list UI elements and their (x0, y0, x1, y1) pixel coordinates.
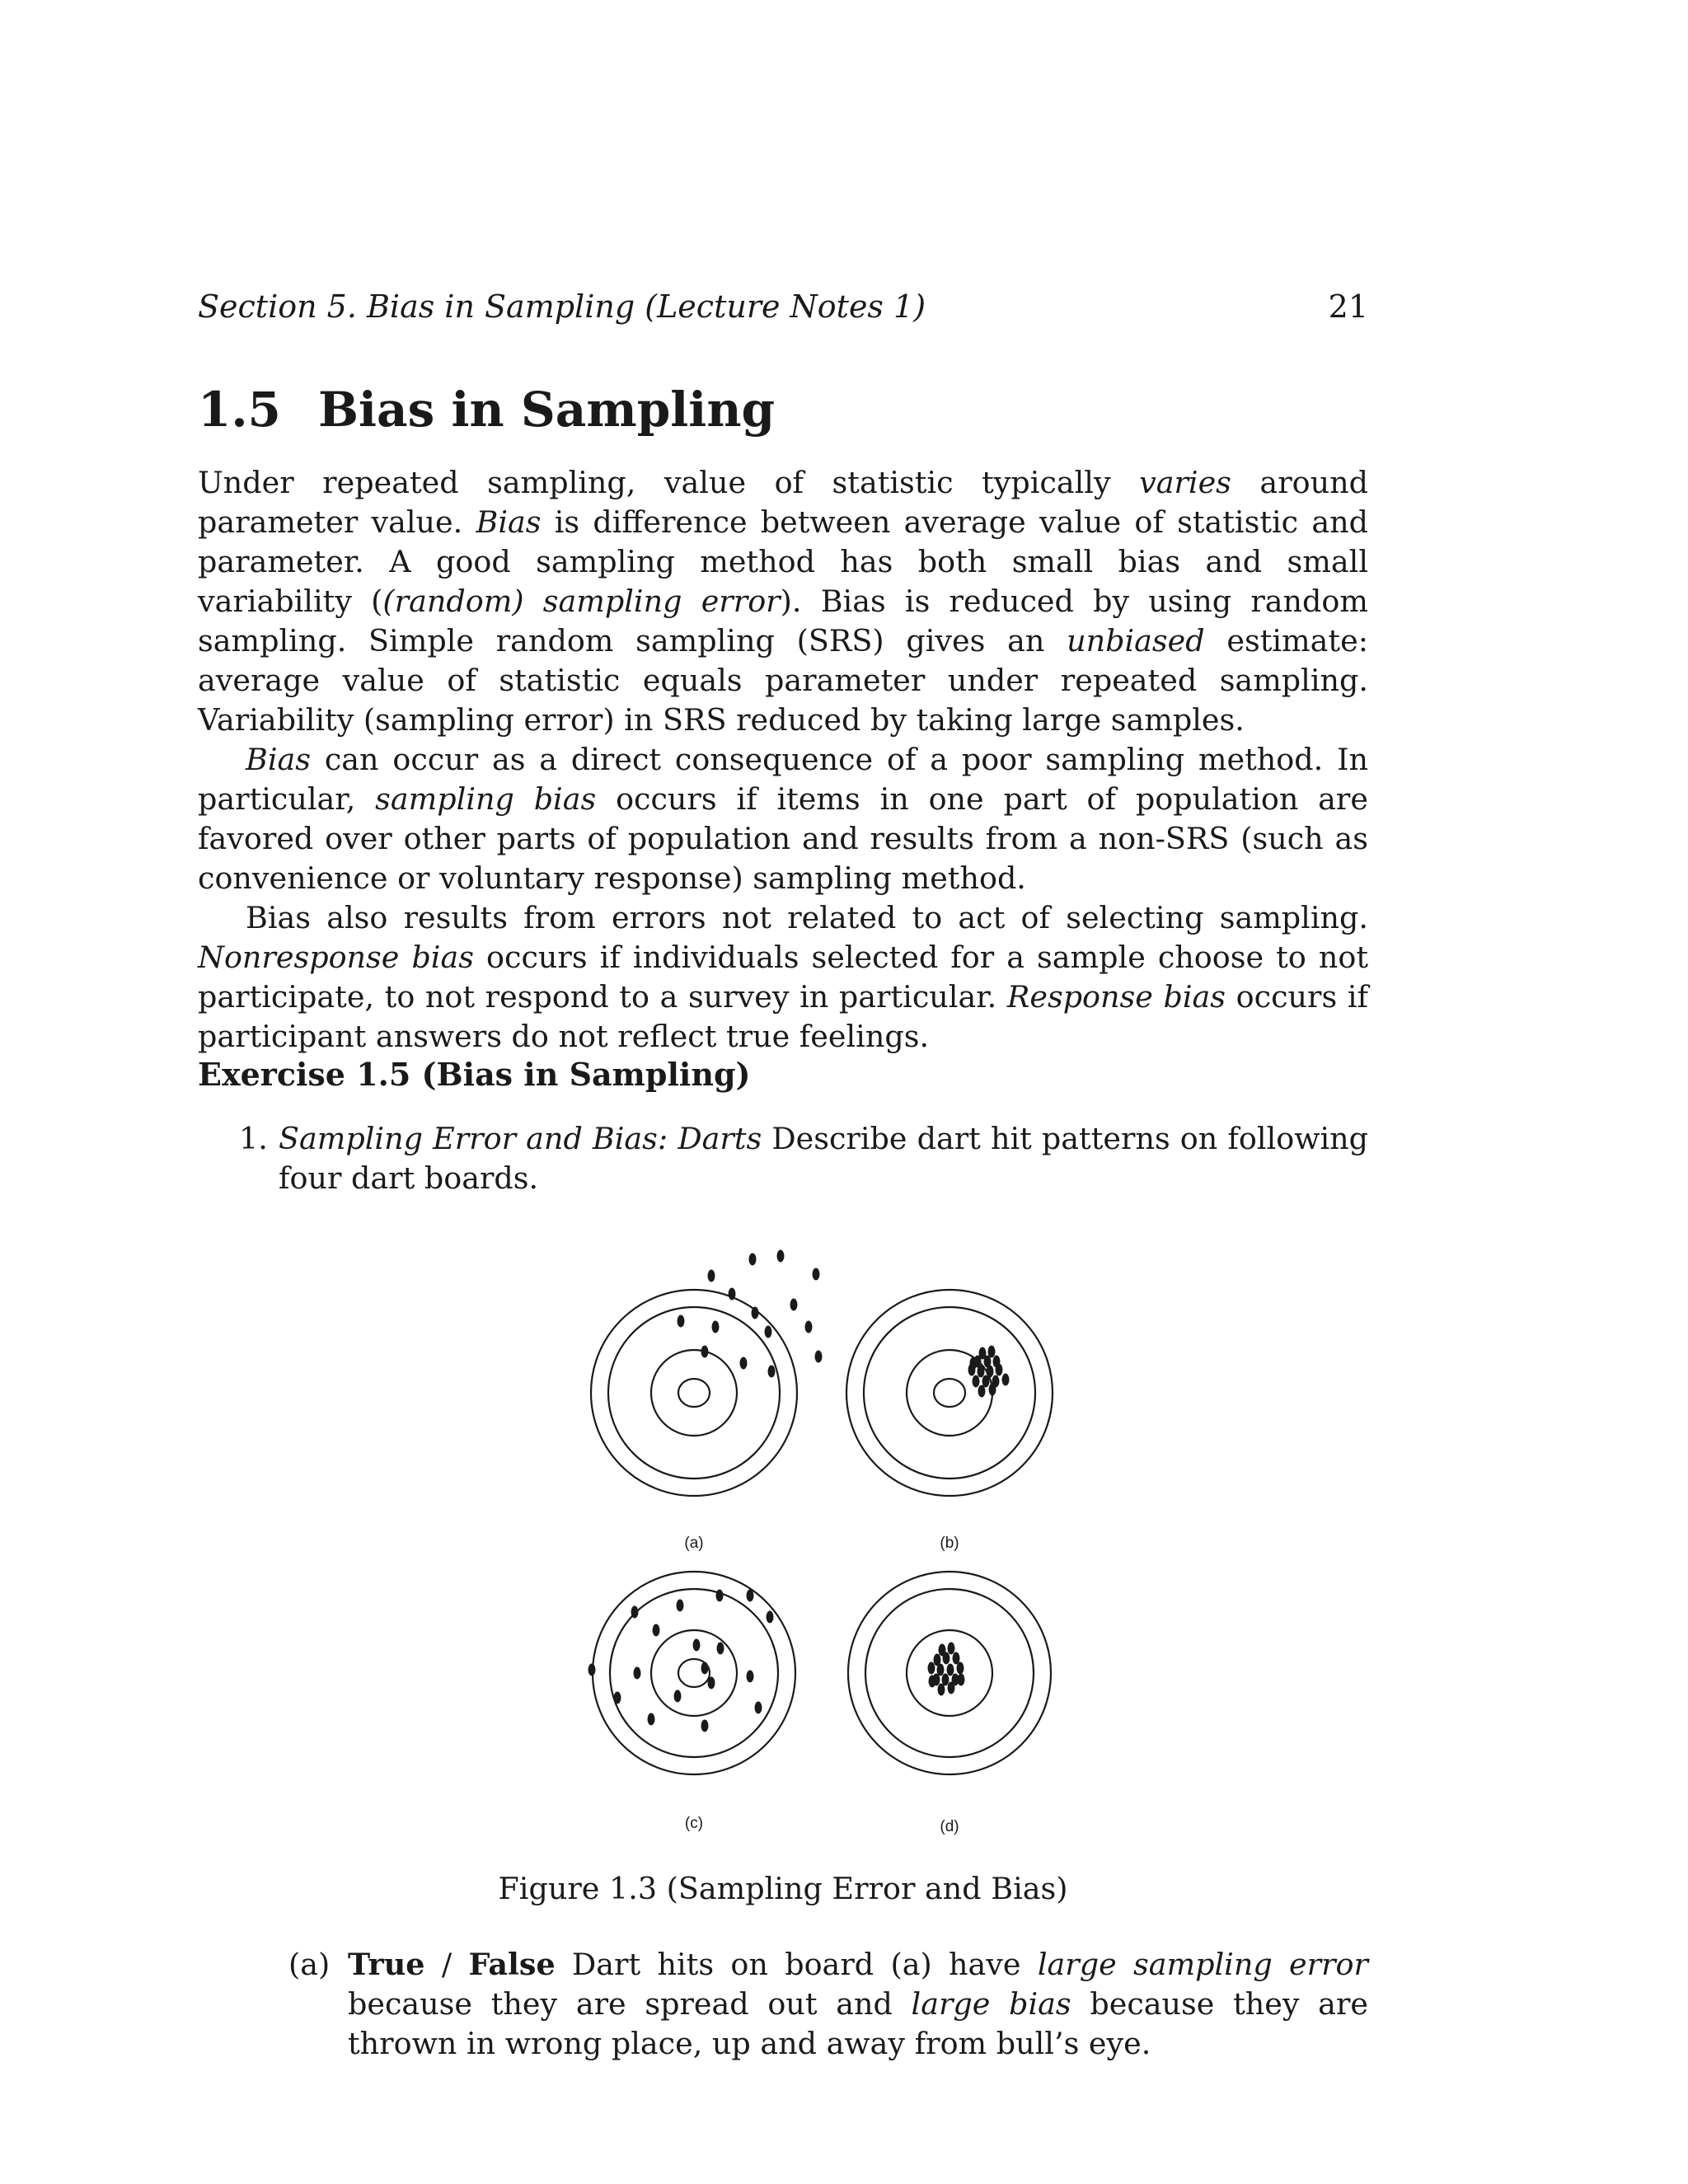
dart-hit (989, 1384, 996, 1396)
emphasis: large sampling error (1037, 1947, 1368, 1982)
dart-hit (767, 1611, 774, 1624)
dart-hit (708, 1270, 715, 1282)
dart-hit (996, 1364, 1003, 1376)
subitem-marker: (a) (288, 1947, 331, 1982)
dart-hit (588, 1664, 596, 1676)
dart-hit (634, 1667, 641, 1680)
dartboards-illustration (577, 1228, 1104, 1854)
page-number: 21 (1328, 288, 1368, 325)
emphasis: unbiased (1067, 623, 1205, 658)
dart-hit (716, 1590, 724, 1602)
text-run: because they are spread out and (348, 1986, 912, 2022)
dart-hit (948, 1682, 955, 1694)
dart-hit (648, 1713, 655, 1726)
board-b-middle-ring (864, 1307, 1035, 1479)
dart-hit (701, 1346, 709, 1358)
dart-hit (712, 1321, 720, 1333)
dart-hit (614, 1692, 621, 1704)
text-run: Under repeated sampling, value of statistic typically (198, 465, 1140, 500)
emphasis: sampling bias (375, 781, 597, 817)
text-run: occurs if individuals selected for a sample choose to not participate, to not respond to a survey in particular. (198, 940, 1369, 1015)
board-a-outer-ring (591, 1290, 797, 1496)
paragraph-2 (198, 740, 1368, 898)
emphasis: Bias (476, 504, 542, 540)
emphasis: Bias (246, 742, 311, 777)
dart-hit (631, 1606, 639, 1619)
dart-hit (677, 1600, 684, 1612)
panel-label-a: (a) (684, 1535, 704, 1552)
exercise-item-1 (198, 1119, 1368, 1198)
dart-hit (752, 1307, 759, 1319)
dart-hit (948, 1643, 955, 1655)
dart-hit (815, 1351, 823, 1363)
dart-hit (708, 1677, 715, 1690)
item-content (279, 1119, 1368, 1198)
dart-hit (740, 1357, 748, 1370)
dart-hit (813, 1268, 820, 1281)
text-run: occurs if participant answers do not reflect true feelings. (198, 979, 1369, 1054)
false-label: False (468, 1947, 556, 1982)
dart-hit (765, 1326, 772, 1338)
dartboard-figure (577, 1228, 1104, 1854)
exercise-title: Exercise 1.5 (Bias in Sampling) (198, 1056, 751, 1093)
text-run: estimate: average value of statistic equals parameter under repeated sampling. Variability (sampling error) in SRS reduced by taking large samples. (198, 623, 1368, 738)
board-b-outer-ring (846, 1290, 1053, 1496)
running-title: Section 5. Bias in Sampling (Lecture Notes 1) (198, 288, 926, 325)
dart-hit (970, 1357, 978, 1370)
text-run: ). Bias is reduced by using random sampling. Simple random sampling (SRS) gives an (198, 583, 1368, 658)
item-label: Sampling Error and Bias: Darts (279, 1121, 762, 1156)
section-title (198, 381, 775, 438)
dart-hit (747, 1590, 754, 1602)
dart-hit (749, 1254, 757, 1266)
dart-hits (588, 1250, 1010, 1732)
emphasis: varies (1139, 465, 1231, 500)
dart-hit (768, 1366, 776, 1378)
dart-hit (729, 1288, 736, 1301)
dart-hit (701, 1662, 709, 1675)
dart-hit (678, 1315, 685, 1328)
text-run: is difference between average value of statistic and parameter. A good sampling method has both small bias and small variability ( (198, 504, 1368, 619)
text-run: because they are thrown in wrong place, up and away from bull’s eye. (348, 1986, 1368, 2061)
exercise-subitem-a (288, 1945, 1368, 2064)
dart-hit (777, 1250, 785, 1263)
dart-hit (978, 1366, 985, 1378)
subitem-content (348, 1945, 1368, 2064)
emphasis: (random) sampling error (382, 583, 781, 619)
dart-hit (674, 1690, 682, 1703)
emphasis: Response bias (1006, 979, 1226, 1015)
dart-hit (947, 1664, 954, 1676)
emphasis: large bias (911, 1986, 1071, 2022)
panel-label-c: (c) (684, 1815, 704, 1832)
text-run: can occur as a direct consequence of a poor sampling method. In particular, (198, 742, 1368, 817)
running-head (198, 287, 1368, 326)
panel-label-b: (b) (940, 1535, 959, 1552)
dart-hit (693, 1639, 701, 1652)
true-label: True (348, 1947, 425, 1982)
section-title-text: Bias in Sampling (318, 382, 776, 438)
dart-hit (1002, 1374, 1010, 1386)
dart-hit (747, 1671, 754, 1683)
board-a-inner-ring (651, 1350, 737, 1436)
dart-hit (943, 1652, 950, 1665)
panel-label-d: (d) (940, 1818, 959, 1835)
board-b-bulls-eye (934, 1379, 965, 1407)
board-c-outer-ring (593, 1572, 795, 1774)
text-run: occurs if items in one part of population are favored over other parts of population and results from a non-SRS (such as convenience or voluntary response) sampling method. (198, 781, 1368, 896)
dart-hit (928, 1662, 935, 1675)
item-text: Describe dart hit patterns on following four dart boards. (279, 1121, 1369, 1196)
section-number: 1.5 (198, 382, 281, 438)
dart-hit (929, 1675, 936, 1688)
text-run: around parameter value. (198, 465, 1368, 540)
dart-hit (938, 1684, 945, 1696)
board-a-middle-ring (608, 1307, 780, 1479)
dart-hit (805, 1321, 813, 1333)
dart-hit (653, 1624, 660, 1637)
emphasis: Nonresponse bias (198, 940, 474, 975)
text-run: Dart hits on board (a) have (555, 1947, 1038, 1982)
dart-hit (957, 1662, 964, 1675)
item-marker: 1. (239, 1121, 268, 1156)
dart-hit (958, 1674, 965, 1686)
figure-caption: Figure 1.3 (Sampling Error and Bias) (498, 1871, 1068, 1906)
text-run: Bias also results from errors not related to act of selecting sampling. (246, 900, 1368, 935)
body-text (198, 463, 1368, 1057)
separator: / (424, 1947, 469, 1982)
dart-hit (973, 1376, 980, 1388)
dart-hit (790, 1299, 798, 1311)
paragraph-1 (198, 463, 1368, 740)
dart-hit (701, 1720, 709, 1732)
paragraph-3 (198, 898, 1368, 1057)
dart-hit (978, 1385, 986, 1398)
dart-hit (717, 1643, 724, 1655)
board-a-bulls-eye (678, 1379, 710, 1407)
dart-hit (755, 1702, 762, 1714)
